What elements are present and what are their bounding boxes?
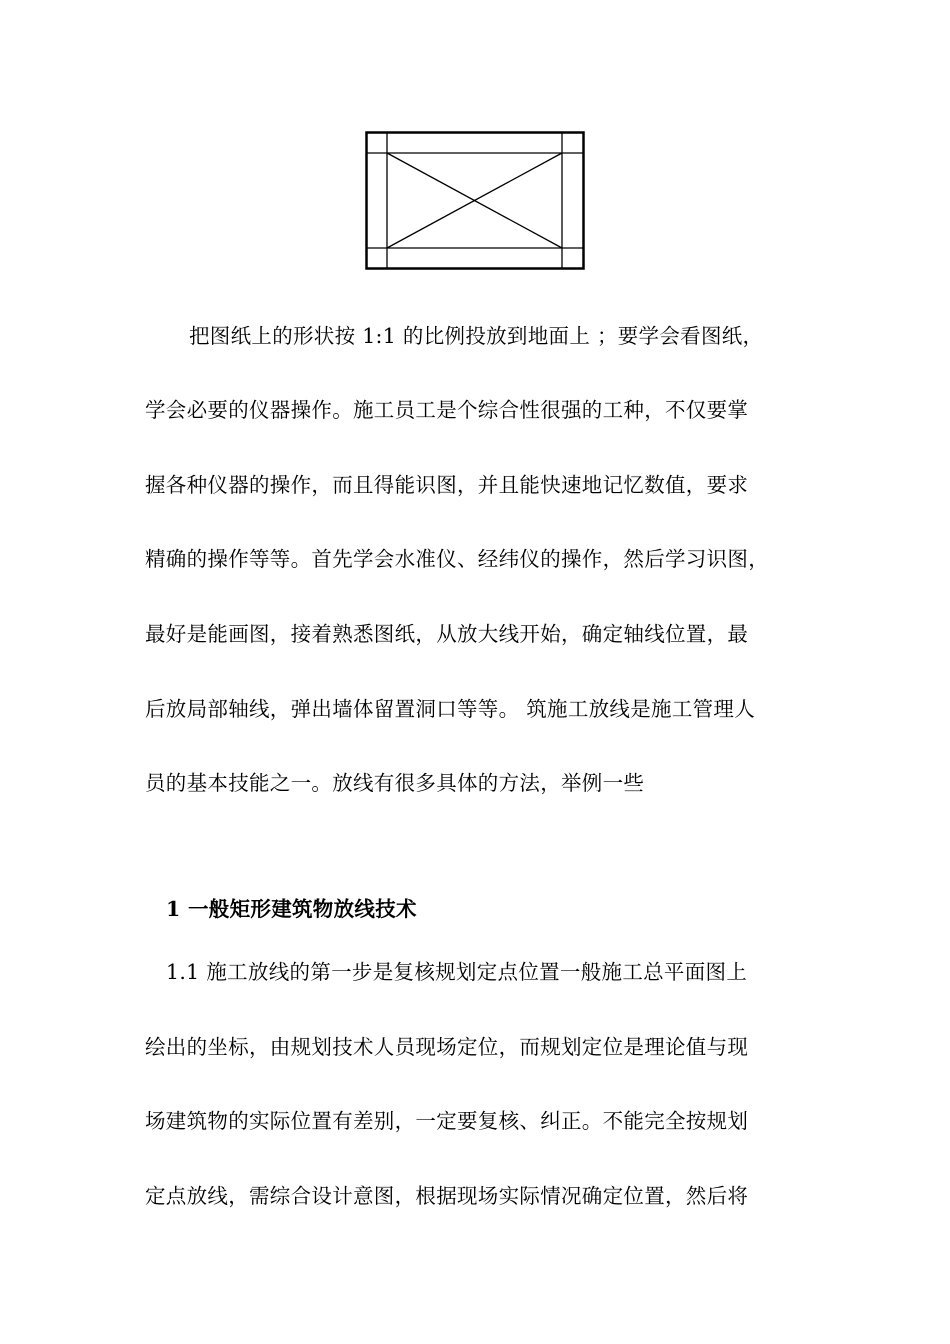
paragraph2-line-4: 定点放线，需综合设计意图，根据现场实际情况确定位置，然后将 [145, 1184, 749, 1208]
paragraph1-line-3: 握各种仪器的操作，而且得能识图，并且能快速地记忆数值，要求 [145, 473, 749, 497]
paragraph1-line-6: 后放局部轴线，弹出墙体留置洞口等等。 筑施工放线是施工管理人 [145, 697, 756, 721]
paragraph2-line-1: 1.1 施工放线的第一步是复核规划定点位置一般施工总平面图上 [166, 960, 748, 984]
diagram-svg [365, 131, 585, 271]
paragraph2-line-3: 场建筑物的实际位置有差别，一定要复核、纠正。不能完全按规划 [145, 1109, 749, 1133]
paragraph1-line-4: 精确的操作等等。首先学会水准仪、经纬仪的操作，然后学习识图， [145, 547, 769, 571]
section-heading: 1 一般矩形建筑物放线技术 [166, 897, 417, 921]
paragraph2-line-2: 绘出的坐标，由规划技术人员现场定位，而规划定位是理论值与现 [145, 1035, 749, 1059]
paragraph1-line-1: 把图纸上的形状按 1:1 的比例投放到地面上 ；要学会看图纸， [189, 324, 764, 348]
paragraph1-line-7: 员的基本技能之一。放线有很多具体的方法，举例一些 [145, 771, 645, 795]
rectangle-layout-diagram [365, 131, 585, 271]
paragraph1-line-5: 最好是能画图，接着熟悉图纸，从放大线开始，确定轴线位置，最 [145, 622, 749, 646]
paragraph1-line-2: 学会必要的仪器操作。施工员工是个综合性很强的工种，不仅要掌 [145, 398, 749, 422]
